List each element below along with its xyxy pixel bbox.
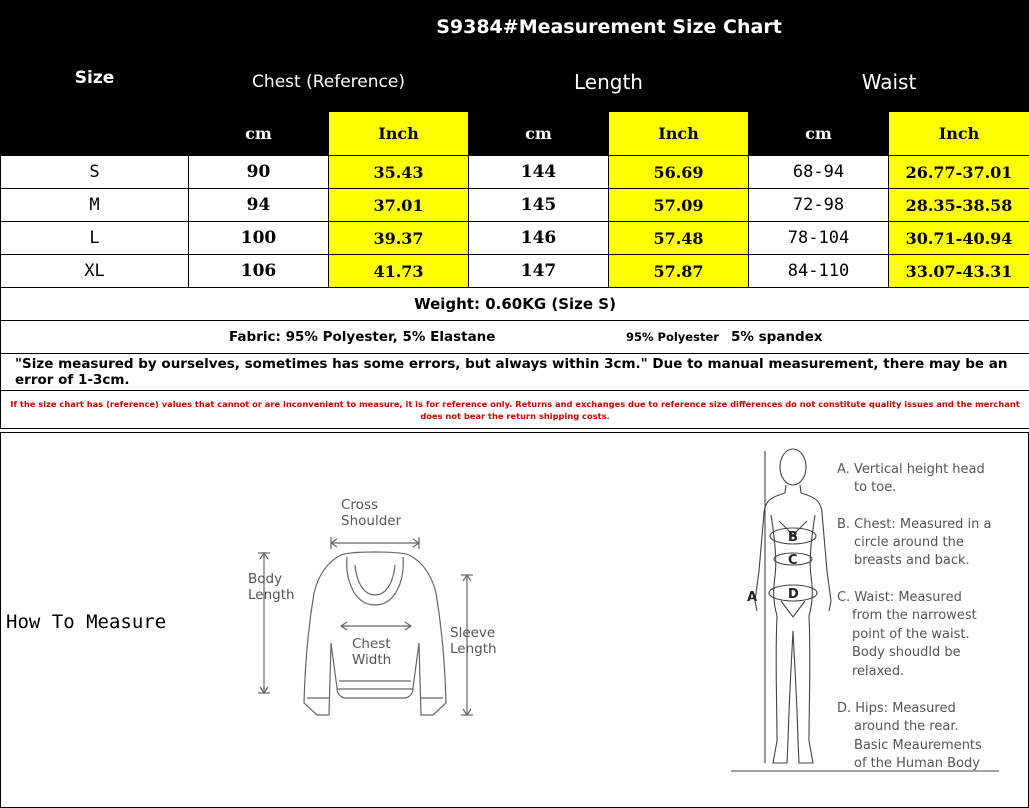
length-cm-cell: 147 (469, 255, 609, 288)
chest-inch-header: Inch (329, 112, 469, 156)
table-row (1, 189, 1029, 222)
chest-inch-cell: 35.43 (329, 156, 469, 189)
chest-inch-cell: 39.37 (329, 222, 469, 255)
size-cell: S (1, 156, 189, 189)
length-inch-header: Inch (609, 112, 749, 156)
body-measurement-diagram (731, 441, 1021, 781)
note-b-3: breasts and back. (854, 553, 970, 568)
waist-cm-cell: 84-110 (749, 255, 889, 288)
fabric-main: Fabric: 95% Polyester, 5% Elastane (229, 329, 496, 345)
size-cell: L (1, 222, 189, 255)
waist-cm-cell: 78-104 (749, 222, 889, 255)
waist-cm-cell: 72-98 (749, 189, 889, 222)
sleeve-length-label-1: Sleeve (450, 625, 496, 641)
length-inch-cell: 57.87 (609, 255, 749, 288)
chest-cm-cell: 94 (189, 189, 329, 222)
chest-cm-cell: 106 (189, 255, 329, 288)
note-a-1: A. Vertical height head (837, 462, 985, 477)
weight-row: Weight: 0.60KG (Size S) (1, 288, 1029, 321)
letter-c: C (788, 553, 798, 568)
chest-cm-cell: 90 (189, 156, 329, 189)
note-d-4: of the Human Body (854, 756, 980, 771)
length-inch-cell: 57.09 (609, 189, 749, 222)
chest-width-label-1: Chest (352, 636, 391, 652)
how-to-measure-section (0, 432, 1029, 808)
fabric-spandex: 5% spandex (731, 329, 823, 345)
body-length-label-2: Length (248, 587, 295, 603)
cross-label-1: Cross (341, 497, 379, 513)
length-cm-cell: 146 (469, 222, 609, 255)
waist-inch-cell: 26.77-37.01 (889, 156, 1029, 189)
table-row (1, 222, 1029, 255)
waist-inch-header: Inch (889, 112, 1029, 156)
chest-inch-cell: 37.01 (329, 189, 469, 222)
waist-cm-cell: 68-94 (749, 156, 889, 189)
note-c-1: C. Waist: Measured (837, 590, 962, 605)
note-b-1: B. Chest: Measured in a (837, 517, 992, 532)
body-length-label-1: Body (248, 571, 283, 587)
letter-d: D (788, 587, 799, 602)
table-row (1, 255, 1029, 288)
table-row (1, 156, 1029, 189)
size-cell: XL (1, 255, 189, 288)
length-header: Length (469, 53, 749, 112)
sleeve-length-label-2: Length (450, 641, 497, 657)
length-inch-cell: 57.48 (609, 222, 749, 255)
letter-b: B (788, 530, 798, 545)
cross-label-2: Shoulder (341, 513, 402, 529)
length-cm-header: cm (469, 112, 609, 156)
note-c-5: relaxed. (852, 664, 905, 679)
note-b-2: circle around the (854, 535, 964, 550)
note-c-2: from the narrowest (852, 608, 977, 623)
length-cm-cell: 145 (469, 189, 609, 222)
how-to-measure-label: How To Measure (6, 611, 167, 633)
fabric-row (1, 321, 1029, 354)
waist-inch-cell: 33.07-43.31 (889, 255, 1029, 288)
garment-diagram (241, 493, 511, 728)
length-cm-cell: 144 (469, 156, 609, 189)
chest-cm-header: cm (189, 112, 329, 156)
note-c-4: Body shoudld be (852, 645, 961, 660)
size-header: Size (1, 1, 189, 156)
length-inch-cell: 56.69 (609, 156, 749, 189)
note-c-3: point of the waist. (852, 627, 970, 642)
note-d-3: Basic Meaurements (854, 738, 982, 753)
waist-inch-cell: 28.35-38.58 (889, 189, 1029, 222)
chest-cm-cell: 100 (189, 222, 329, 255)
note-a-2: to toe. (854, 480, 897, 495)
chart-title: S9384#Measurement Size Chart (189, 1, 1029, 53)
note-d-1: D. Hips: Measured (837, 701, 956, 716)
waist-header: Waist (749, 53, 1029, 112)
chest-width-label-2: Width (352, 652, 392, 668)
return-policy-warning: If the size chart has (reference) values that cannot or are inconvenient to measure, it is for reference only. Returns and exchanges due to reference size differences do not constitute quality issues and the merchant does not bear the return shipping costs. (1, 391, 1029, 429)
waist-inch-cell: 30.71-40.94 (889, 222, 1029, 255)
chest-inch-cell: 41.73 (329, 255, 469, 288)
letter-a: A (747, 590, 758, 605)
measurement-note: "Size measured by ourselves, sometimes has some errors, but always within 3cm." Due to manual measurement, there may be an error of 1-3cm. (1, 354, 1029, 391)
note-d-2: around the rear. (854, 719, 959, 734)
fabric-polyester: 95% Polyester (626, 330, 719, 344)
waist-cm-header: cm (749, 112, 889, 156)
size-cell: M (1, 189, 189, 222)
chest-header: Chest (Reference) (189, 53, 469, 112)
